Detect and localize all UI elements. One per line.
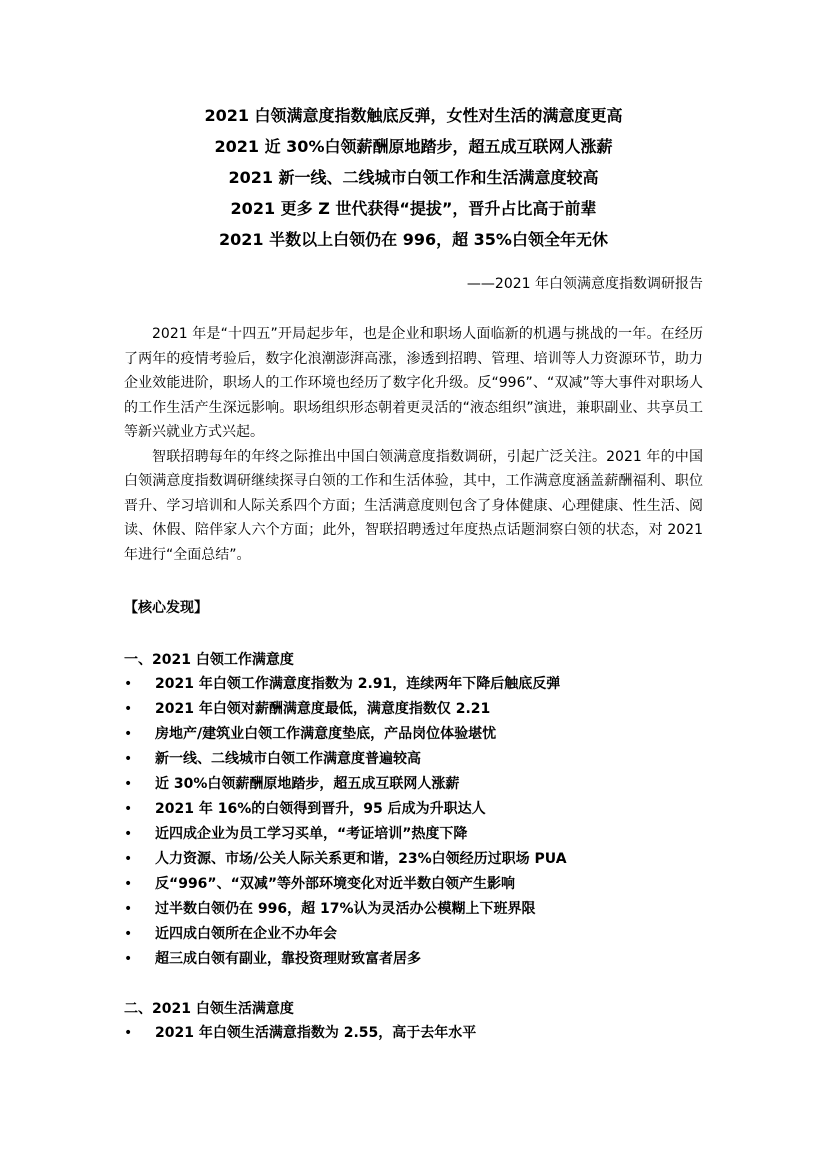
- list-item: [124, 872, 724, 897]
- intro-text: [124, 322, 703, 567]
- list-item-text: 近 30%白领薪酬原地踏步，超五成互联网人涨薪: [155, 776, 460, 792]
- list-item-text: 房地产/建筑业白领工作满意度垫底，产品岗位体验堪忧: [155, 726, 497, 742]
- list-item-text: 2021 年白领对薪酬满意度最低，满意度指数仅 2.21: [155, 701, 491, 717]
- bullet-icon: •: [124, 851, 133, 867]
- list-item: [124, 847, 724, 872]
- list-item: [124, 897, 724, 922]
- list-item-text: 反“996”、“双减”等外部环境变化对近半数白领产生影响: [155, 876, 516, 892]
- list-item: [124, 722, 724, 747]
- bullet-icon: •: [124, 676, 133, 692]
- list-item-text: 2021 年白领工作满意度指数为 2.91，连续两年下降后触底反弹: [155, 676, 561, 692]
- bullet-icon: •: [124, 1025, 133, 1041]
- headline-5: 2021 半数以上白领仍在 996，超 35%白领全年无休: [219, 230, 608, 249]
- section-1-heading: 一、2021 白领工作满意度: [124, 652, 294, 668]
- list-item-text: 人力资源、市场/公关人际关系更和谐，23%白领经历过职场 PUA: [155, 851, 567, 867]
- list-item: [124, 922, 724, 947]
- bullet-icon: •: [124, 801, 133, 817]
- bullet-icon: •: [124, 776, 133, 792]
- list-item-text: 2021 年 16%的白领得到晋升，95 后成为升职达人: [155, 801, 486, 817]
- report-source: ——2021 年白领满意度指数调研报告: [466, 276, 703, 292]
- intro-paragraph-2: 智联招聘每年的年终之际推出中国白领满意度指数调研，引起广泛关注。2021 年的中国白领满意度指数调研继续探寻白领的工作和生活体验，其中，工作满意度涵盖薪酬福利、职位晋升、学习培训和人际关系四个方面；生活满意度则包含了身体健康、心理健康、性生活、阅读、休假、陪伴家人六个方面；此外，智联招聘透过年度热点话题洞察白领的状态，对 2021 年进行“全面总结”。: [124, 448, 703, 563]
- headline-3: 2021 新一线、二线城市白领工作和生活满意度较高: [228, 168, 599, 187]
- list-item-text: 近四成白领所在企业不办年会: [155, 926, 337, 942]
- list-item: [124, 822, 724, 847]
- bullet-icon: •: [124, 876, 133, 892]
- section-2-list: [124, 1021, 724, 1046]
- bullet-icon: •: [124, 926, 133, 942]
- list-item: [124, 797, 724, 822]
- section-1-list: [124, 672, 724, 972]
- bullet-icon: •: [124, 826, 133, 842]
- list-item-text: 近四成企业为员工学习买单，“考证培训”热度下降: [155, 826, 468, 842]
- section-2-heading: 二、2021 白领生活满意度: [124, 1001, 294, 1017]
- bullet-icon: •: [124, 901, 133, 917]
- list-item-text: 过半数白领仍在 996，超 17%认为灵活办公模糊上下班界限: [155, 901, 536, 917]
- headline-1: 2021 白领满意度指数触底反弹，女性对生活的满意度更高: [204, 106, 623, 125]
- list-item: [124, 747, 724, 772]
- list-item-text: 2021 年白领生活满意指数为 2.55，高于去年水平: [155, 1025, 477, 1041]
- bullet-icon: •: [124, 726, 133, 742]
- list-item: [124, 672, 724, 697]
- list-item: [124, 1021, 724, 1046]
- list-item: [124, 947, 724, 972]
- bullet-icon: •: [124, 701, 133, 717]
- headline-2: 2021 近 30%白领薪酬原地踏步，超五成互联网人涨薪: [214, 137, 613, 156]
- list-item-text: 超三成白领有副业，靠投资理财致富者居多: [155, 951, 421, 967]
- bullet-icon: •: [124, 951, 133, 967]
- list-item-text: 新一线、二线城市白领工作满意度普遍较高: [155, 751, 421, 767]
- core-findings-heading: 【核心发现】: [124, 600, 208, 616]
- headline-4: 2021 更多 Z 世代获得“提拔”，晋升占比高于前辈: [230, 199, 597, 218]
- headline-block: [0, 100, 827, 255]
- list-item: [124, 697, 724, 722]
- intro-paragraph-1: 2021 年是“十四五”开局起步年，也是企业和职场人面临新的机遇与挑战的一年。在经历了两年的疫情考验后，数字化浪潮澎湃高涨，渗透到招聘、管理、培训等人力资源环节，助力企业效能进阶，职场人的工作环境也经历了数字化升级。反“996”、“双减”等大事件对职场人的工作生活产生深远影响。职场组织形态朝着更灵活的“液态组织”演进，兼职副业、共享员工等新兴就业方式兴起。: [124, 326, 703, 440]
- bullet-icon: •: [124, 751, 133, 767]
- list-item: [124, 772, 724, 797]
